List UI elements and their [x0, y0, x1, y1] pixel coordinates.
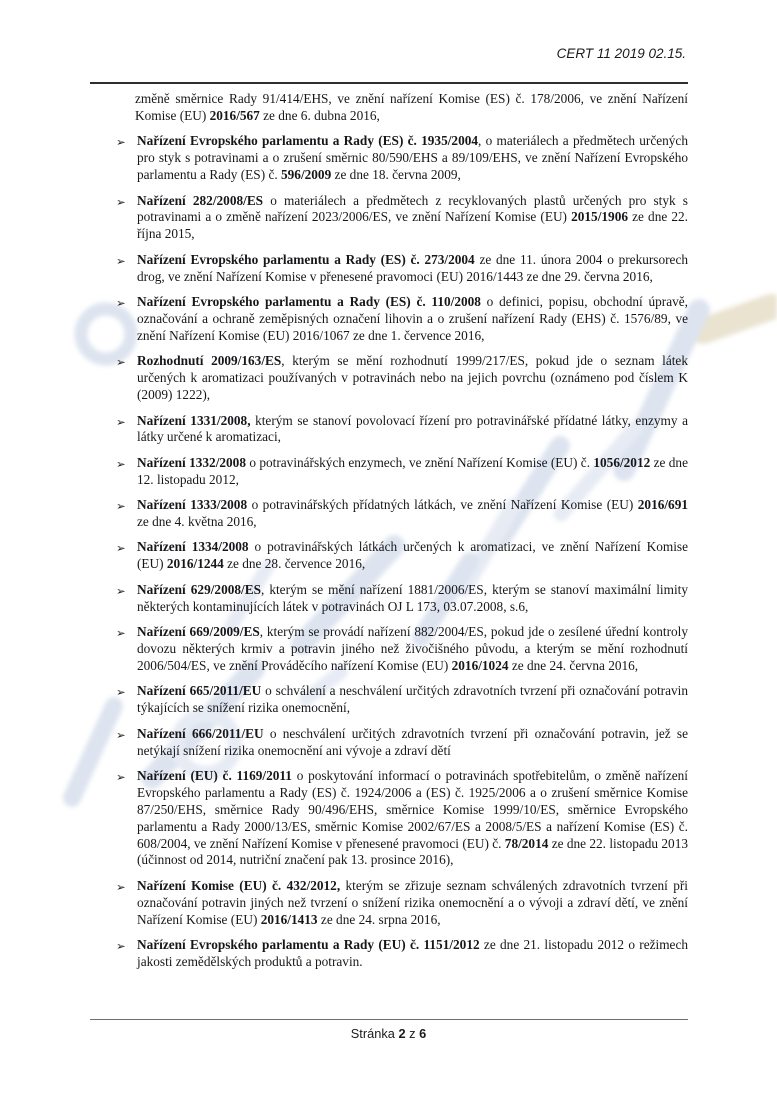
regulation-text: o potravinářských enzymech, ve znění Nařízení Komise (EU) č.	[245, 454, 594, 470]
bullet-arrow-icon: ➢	[116, 583, 126, 598]
header-document-code: CERT 11 2019 02.15.	[556, 46, 686, 61]
regulation-reference-bold: Nařízení Evropského parlamentu a Rady (ES) č. 110/2008	[137, 294, 481, 310]
bullet-arrow-icon: ➢	[116, 541, 126, 556]
regulation-text: , o materiálech a předmětech určených pro styk s potravinami a o zrušení směrnic 80/590/EHS a 89/109/EHS, ve znění Nařízení Evropského parlamentu a Rady (ES) č.	[137, 133, 688, 183]
bullet-arrow-icon: ➢	[116, 879, 126, 894]
footer-total-pages: 6	[419, 1026, 427, 1041]
bullet-arrow-icon: ➢	[116, 456, 126, 471]
regulation-text: o neschválení určitých zdravotních tvrzení při označování potravin, jež se netýkají snížení rizika onemocnění ani vývoje a zdraví dětí	[137, 725, 688, 758]
regulation-text: o potravinářských látkách určených k aromatizaci, ve znění Nařízení Komise (EU)	[137, 539, 688, 572]
regulation-reference-bold: Nařízení Komise (EU) č. 432/2012,	[137, 877, 341, 893]
regulation-item	[115, 193, 688, 244]
regulation-reference-bold: Nařízení 282/2008/ES	[137, 192, 264, 208]
bullet-arrow-icon: ➢	[116, 355, 126, 370]
regulation-item	[115, 413, 688, 447]
regulation-item	[115, 497, 688, 531]
regulation-item	[115, 726, 688, 760]
regulation-reference-bold: Nařízení 629/2008/ES	[137, 581, 261, 597]
bullet-arrow-icon: ➢	[116, 685, 126, 700]
regulation-reference-bold: Nařízení 1331/2008,	[137, 412, 251, 428]
bullet-arrow-icon: ➢	[116, 414, 126, 429]
bullet-arrow-icon: ➢	[116, 296, 126, 311]
bullet-arrow-icon: ➢	[116, 253, 126, 268]
regulation-text: ze dne 12. listopadu 2012,	[137, 454, 688, 487]
regulation-text: o poskytování informací o potravinách spotřebitelům, o změně nařízení Evropského parlamentu a Rady (ES) č. 1924/2006 a (ES) č. 1925/2006 a o zrušení směrnice Komise 87/250/EHS, směrnice Rady 90/496/EHS, směrnice Komise 1999/10/ES, směrnice Evropského parlamentu a Rady 2000/13/ES, směrnic Komise 2002/67/ES a 2008/5/ES a nařízení Komise (ES) č. 608/2004, ve znění Nařízení Komise v přenesené pravomoci (EU) č.	[137, 767, 689, 851]
regulation-text: ze dne 24. srpna 2016,	[317, 911, 441, 927]
bullet-arrow-icon: ➢	[116, 626, 126, 641]
regulation-reference-bold: 2016/691	[637, 497, 688, 513]
footer-page-number: 2	[398, 1026, 406, 1041]
regulation-reference-bold: Nařízení (EU) č. 1169/2011	[137, 767, 292, 783]
regulation-text: o potravinářských přídatných látkách, ve znění Nařízení Komise (EU)	[247, 497, 638, 513]
regulation-text: kterým se zřizuje seznam schválených zdravotních tvrzení při označování potravin jiných než tvrzení o snížení rizika onemocnění a o vývoji a zdraví dětí, ve znění Nařízení Komise (EU)	[137, 877, 688, 927]
header-divider	[90, 82, 688, 84]
regulation-text: ze dne 4. května 2016,	[137, 514, 257, 530]
regulation-item	[115, 582, 688, 616]
regulation-text: ze dne 6. dubna 2016,	[259, 107, 380, 123]
regulation-reference-bold: 2016/567	[209, 107, 260, 123]
regulation-item	[115, 683, 688, 717]
regulation-text: , kterým se mění nařízení 1881/2006/ES, kterým se stanoví maximální limity některých kontaminujících látek v potravinách OJ L 173, 03.07.2008, s.6,	[137, 581, 688, 614]
regulation-reference-bold: 596/2009	[281, 167, 332, 183]
regulation-item	[115, 133, 688, 184]
bullet-arrow-icon: ➢	[116, 727, 126, 742]
regulation-text: , kterým se provádí nařízení 882/2004/ES, pokud jde o zesílené úřední kontroly dovozu některých krmiv a potravin jiného než živočišného původu, a kterým se mění rozhodnutí 2006/504/ES, ve znění Prováděcího nařízení Komise (EU)	[137, 624, 688, 673]
regulation-reference-bold: 1056/2012	[593, 454, 651, 470]
page-footer	[0, 1026, 777, 1041]
regulation-text: o materiálech a předmětech z recyklovaných plastů určených pro styk s potravinami a o změně nařízení 2023/2006/ES, ve znění Nařízení Komise (EU)	[137, 192, 688, 225]
regulation-reference-bold: 2016/1024	[451, 657, 509, 673]
bullet-arrow-icon: ➢	[116, 769, 126, 784]
regulation-item	[115, 768, 688, 869]
regulation-reference-bold: 2015/1906	[571, 209, 628, 225]
document-body	[115, 91, 688, 979]
regulation-text: o definici, popisu, obchodní úpravě, označování a ochraně zeměpisných označení lihovin a o zrušení nařízení Rady (EHS) č. 1576/89, ve znění Nařízení Komise (EU) 2016/1067 ze dne 1. července 2016,	[137, 294, 688, 343]
regulation-text: ze dne 11. února 2004 o prekursorech drog, ve znění Nařízení Komise v přenesené pravomoci (EU) 2016/1443 ze dne 29. června 2016,	[137, 251, 688, 284]
footer-of-word: z	[409, 1026, 416, 1041]
regulation-item	[115, 878, 688, 929]
regulation-text: kterým se stanoví povolovací řízení pro potravinářské přídatné látky, enzymy a látky určené k aromatizaci,	[137, 412, 688, 445]
regulation-text: ze dne 18. června 2009,	[331, 167, 461, 183]
bullet-arrow-icon: ➢	[116, 499, 126, 514]
regulation-reference-bold: Rozhodnutí 2009/163/ES	[137, 353, 282, 369]
regulation-text: změně směrnice Rady 91/414/EHS, ve znění nařízení Komise (ES) č. 178/2006, ve znění Nařízení Komise (EU)	[135, 91, 688, 123]
regulation-reference-bold: 78/2014	[504, 835, 549, 851]
regulation-reference-bold: Nařízení 1332/2008	[137, 454, 246, 470]
regulation-text: ze dne 21. listopadu 2012 o režimech jakosti zemědělských produktů a potravin.	[137, 937, 688, 969]
regulation-text: ze dne 24. června 2016,	[508, 657, 639, 673]
regulation-reference-bold: Nařízení 1333/2008	[137, 497, 248, 513]
intro-paragraph	[135, 91, 688, 125]
regulation-reference-bold: 2016/1413	[260, 911, 318, 927]
bullet-arrow-icon: ➢	[116, 135, 126, 150]
regulation-item	[115, 937, 688, 971]
regulation-item	[115, 539, 688, 573]
regulation-text: ze dne 28. července 2016,	[223, 556, 366, 572]
regulation-reference-bold: Nařízení 669/2009/ES	[137, 624, 260, 640]
bullet-arrow-icon: ➢	[116, 939, 126, 954]
page-header	[0, 46, 686, 61]
regulation-item	[115, 455, 688, 489]
regulation-list	[115, 133, 688, 971]
footer-divider	[90, 1019, 688, 1020]
regulation-text: o schválení a neschválení určitých zdravotních tvrzení při označování potravin týkajících se snížení rizika onemocnění,	[137, 683, 688, 716]
regulation-reference-bold: Nařízení 665/2011/EU	[137, 683, 262, 699]
regulation-item	[115, 353, 688, 404]
regulation-reference-bold: Nařízení 1334/2008	[137, 539, 249, 555]
regulation-reference-bold: Nařízení Evropského parlamentu a Rady (ES) č. 1935/2004	[137, 133, 479, 149]
regulation-text: ze dne 22. října 2015,	[137, 209, 688, 242]
regulation-item	[115, 252, 688, 286]
bullet-arrow-icon: ➢	[116, 194, 126, 209]
regulation-reference-bold: Nařízení 666/2011/EU	[137, 725, 264, 741]
regulation-item	[115, 624, 688, 675]
regulation-text: , kterým se mění rozhodnutí 1999/217/ES, pokud jde o seznam látek určených k aromatizaci používaných v potravinách nebo na jejich povrchu (oznámeno pod číslem K (2009) 1222),	[137, 353, 688, 403]
regulation-item	[115, 294, 688, 345]
regulation-reference-bold: 2016/1244	[166, 556, 224, 572]
regulation-text: ze dne 22. listopadu 2013 (účinnost od 2014, nutriční značení pak 13. prosince 2016),	[137, 835, 688, 868]
footer-page-word: Stránka	[350, 1026, 395, 1041]
regulation-reference-bold: Nařízení Evropského parlamentu a Rady (ES) č. 273/2004	[137, 251, 475, 267]
regulation-reference-bold: Nařízení Evropského parlamentu a Rady (EU) č. 1151/2012	[137, 937, 480, 953]
